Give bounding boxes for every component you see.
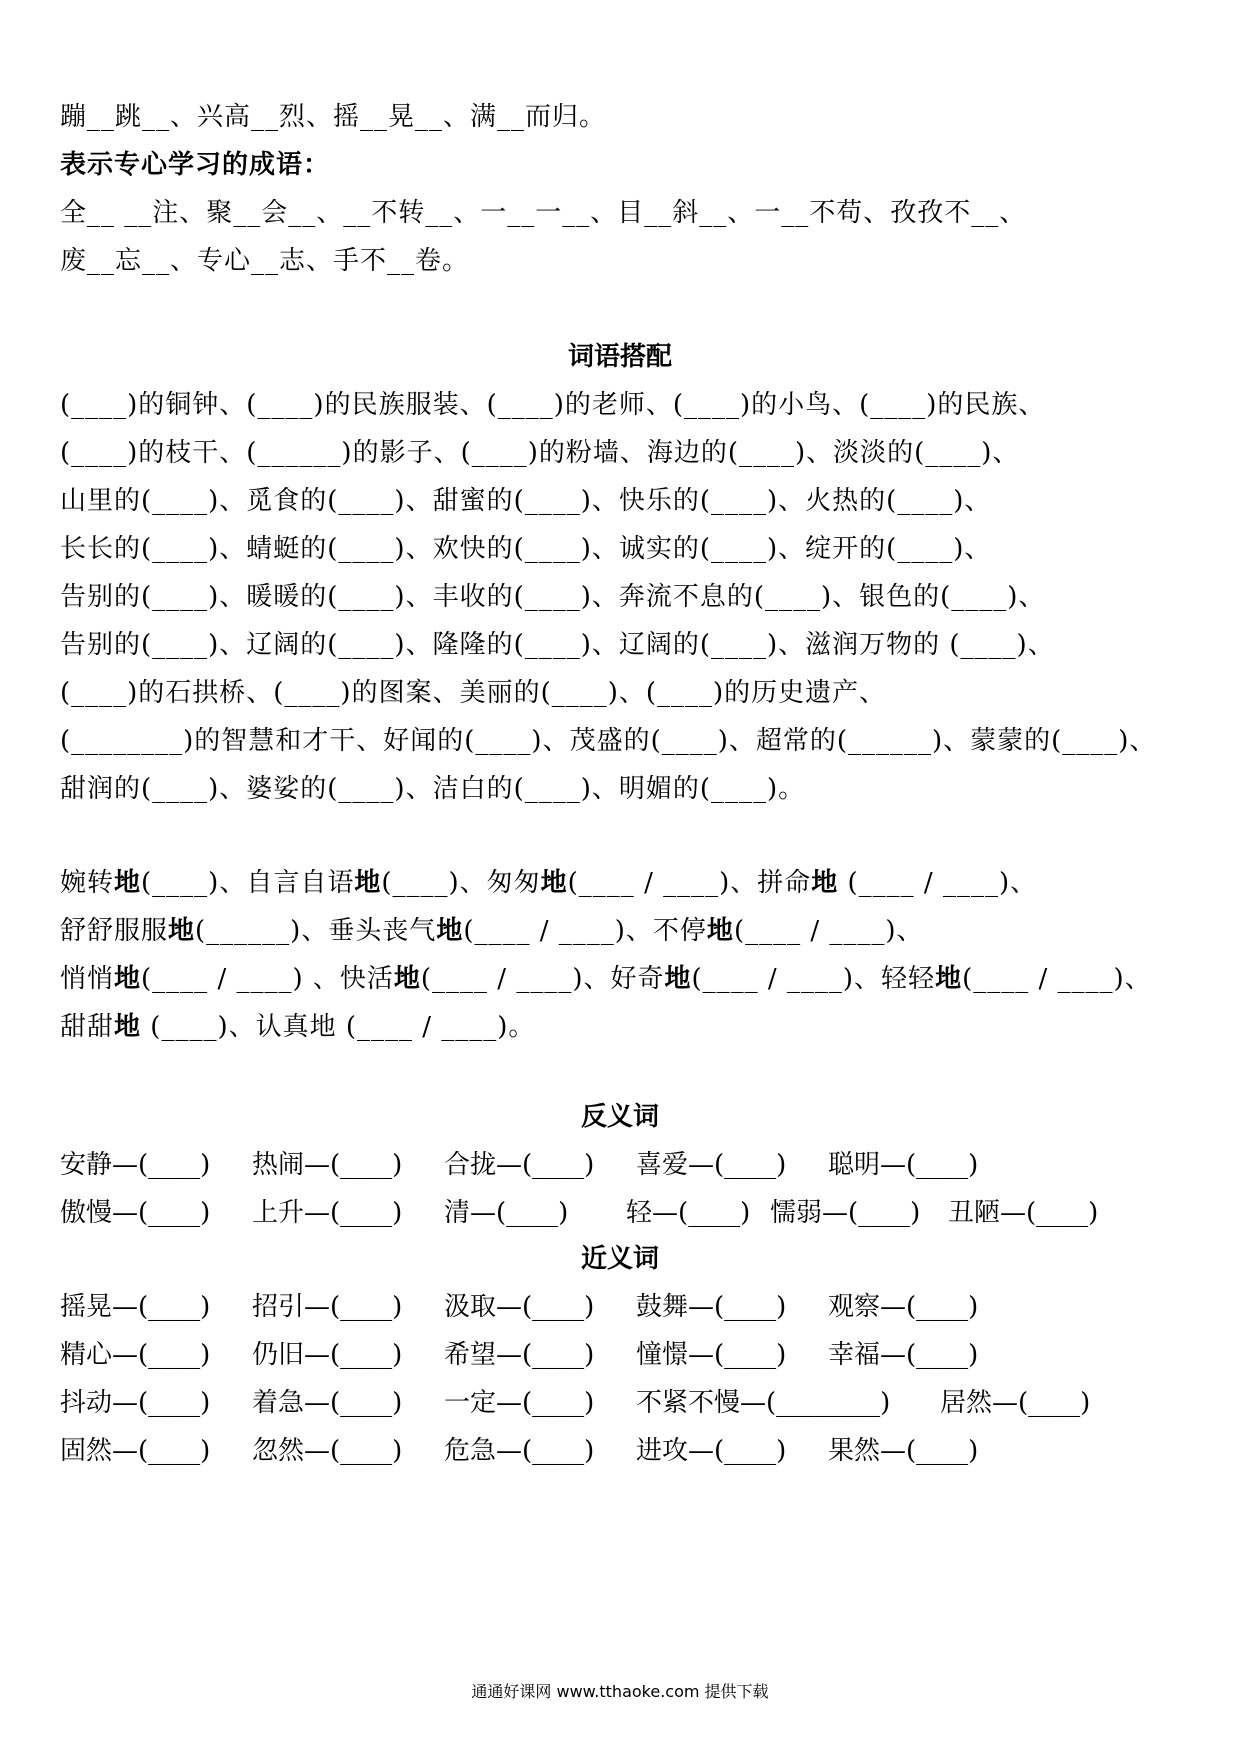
idiom-line-2: 全__ __注、聚__会__、__不转__、一__一__、目__斜__、一__不苟、孜孜不__、 [60,198,1027,228]
antonyms-row [60,1196,1180,1230]
adverb-text: (____ / ____) 、快活 [141,964,394,994]
synonyms-pair: 固然—(____) [60,1436,211,1466]
adverb-text: 婉转 [60,868,115,898]
collocation-line: 长长的(____)、蜻蜓的(____)、欢快的(____)、诚实的(____)、绽开的(____)、 [60,534,992,564]
synonyms-pair: 希望—(____) [444,1340,595,1370]
adverb-marker: 地 [393,964,421,994]
synonyms-row [60,1386,1180,1420]
adverb-marker: 地 [436,916,464,946]
adverb-line [60,1010,535,1044]
adverb-line [60,866,1037,900]
page-footer: 通通好课网 www.tthaoke.com 提供下载 [471,1682,769,1701]
idiom-line-1: 蹦__跳__、兴高__烈、摇__晃__、满__而归。 [60,102,607,132]
adverb-text: (______)、垂头丧气 [195,916,437,946]
collocation-line: 告别的(____)、暖暖的(____)、丰收的(____)、奔流不息的(____)、银色的(____)、 [60,582,1046,612]
synonyms-pair: 抖动—(____) [60,1388,211,1418]
synonyms-pair: 居然—(____) [940,1388,1091,1418]
focus-idioms-heading: 表示专心学习的成语： [60,150,331,180]
synonyms-pair: 观察—(____) [828,1292,979,1322]
adverb-marker: 地 [540,868,568,898]
synonyms-pair: 仍旧—(____) [252,1340,403,1370]
adverb-text: (____)、自言自语 [141,868,355,898]
collocation-line: 告别的(____)、辽阔的(____)、隆隆的(____)、辽阔的(____)、滋润万物的 (____)、 [60,630,1055,660]
adverb-line [60,914,924,948]
synonyms-pair: 摇晃—(____) [60,1292,211,1322]
adverb-text: (____ / ____)、 [733,916,924,946]
adverb-marker: 地 [114,1012,142,1042]
synonyms-pair: 不紧不慢—(________) [636,1388,891,1418]
synonyms-pair: 憧憬—(____) [636,1340,787,1370]
collocation-line: (____)的枝干、(______)的影子、(____)的粉墙、海边的(____)、淡淡的(____)、 [60,438,1020,468]
synonyms-pair: 果然—(____) [828,1436,979,1466]
synonyms-pair: 招引—(____) [252,1292,403,1322]
adverb-text: 悄悄 [60,964,115,994]
collocation-line: (____)的石拱桥、(____)的图案、美丽的(____)、(____)的历史遗产、 [60,678,887,708]
antonyms-pair: 上升—(____) [252,1198,403,1228]
synonyms-row [60,1338,1180,1372]
antonyms-pair: 热闹—(____) [252,1150,403,1180]
adverb-text: (____)、认真地 (____ / ____)。 [141,1012,536,1042]
adverb-text: (____ / ____)、不停 [463,916,707,946]
antonyms-row [60,1148,1180,1182]
adverb-marker: 地 [168,916,196,946]
antonyms-pair: 合拢—(____) [444,1150,595,1180]
adverb-text: (____ / ____)、 [962,964,1152,994]
adverb-marker: 地 [354,868,382,898]
adverb-text: 舒舒服服 [60,916,169,946]
synonyms-title: 近义词 [580,1244,659,1274]
antonyms-pair: 轻—(____) [626,1198,751,1228]
adverb-line [60,962,1152,996]
adverb-marker: 地 [114,868,142,898]
synonyms-pair: 着急—(____) [252,1388,403,1418]
collocation-line: (____)的铜钟、(____)的民族服装、(____)的老师、(____)的小鸟、(____)的民族、 [60,390,1046,420]
synonyms-pair: 一定—(____) [444,1388,595,1418]
antonyms-pair: 聪明—(____) [828,1150,979,1180]
synonyms-pair: 幸福—(____) [828,1340,979,1370]
adverb-text: 甜甜 [60,1012,115,1042]
collocation-line: 甜润的(____)、婆娑的(____)、洁白的(____)、明媚的(____)。 [60,774,806,804]
synonyms-pair: 进攻—(____) [636,1436,787,1466]
antonyms-pair: 丑陋—(____) [948,1198,1099,1228]
synonyms-pair: 汲取—(____) [444,1292,595,1322]
adverb-marker: 地 [664,964,692,994]
adverb-text: (____ / ____)、轻轻 [691,964,936,994]
synonyms-pair: 忽然—(____) [252,1436,403,1466]
adverb-text: (____)、匆匆 [381,868,541,898]
collocation-line: (________)的智慧和才干、好闻的(____)、茂盛的(____)、超常的(______)、蒙蒙的(____)、 [60,726,1157,756]
synonyms-pair: 危急—(____) [444,1436,595,1466]
idiom-line-3: 废__忘__、专心__志、手不__卷。 [60,246,470,276]
collocation-line: 山里的(____)、觅食的(____)、甜蜜的(____)、快乐的(____)、火热的(____)、 [60,486,992,516]
adverb-marker: 地 [811,868,839,898]
antonyms-title: 反义词 [580,1102,659,1132]
synonyms-row [60,1434,1180,1468]
antonyms-pair: 安静—(____) [60,1150,211,1180]
antonyms-pair: 喜爱—(____) [636,1150,787,1180]
adverb-marker: 地 [935,964,963,994]
antonyms-pair: 傲慢—(____) [60,1198,211,1228]
adverb-text: (____ / ____)、拼命 [567,868,812,898]
collocation-title: 词语搭配 [567,342,672,372]
adverb-text: (____ / ____)、好奇 [420,964,665,994]
synonyms-pair: 精心—(____) [60,1340,211,1370]
adverb-text: (____ / ____)、 [838,868,1038,898]
adverb-marker: 地 [114,964,142,994]
synonyms-row [60,1290,1180,1324]
adverb-marker: 地 [706,916,734,946]
antonyms-pair: 懦弱—(____) [770,1198,921,1228]
synonyms-pair: 鼓舞—(____) [636,1292,787,1322]
antonyms-pair: 清—(____) [444,1198,569,1228]
